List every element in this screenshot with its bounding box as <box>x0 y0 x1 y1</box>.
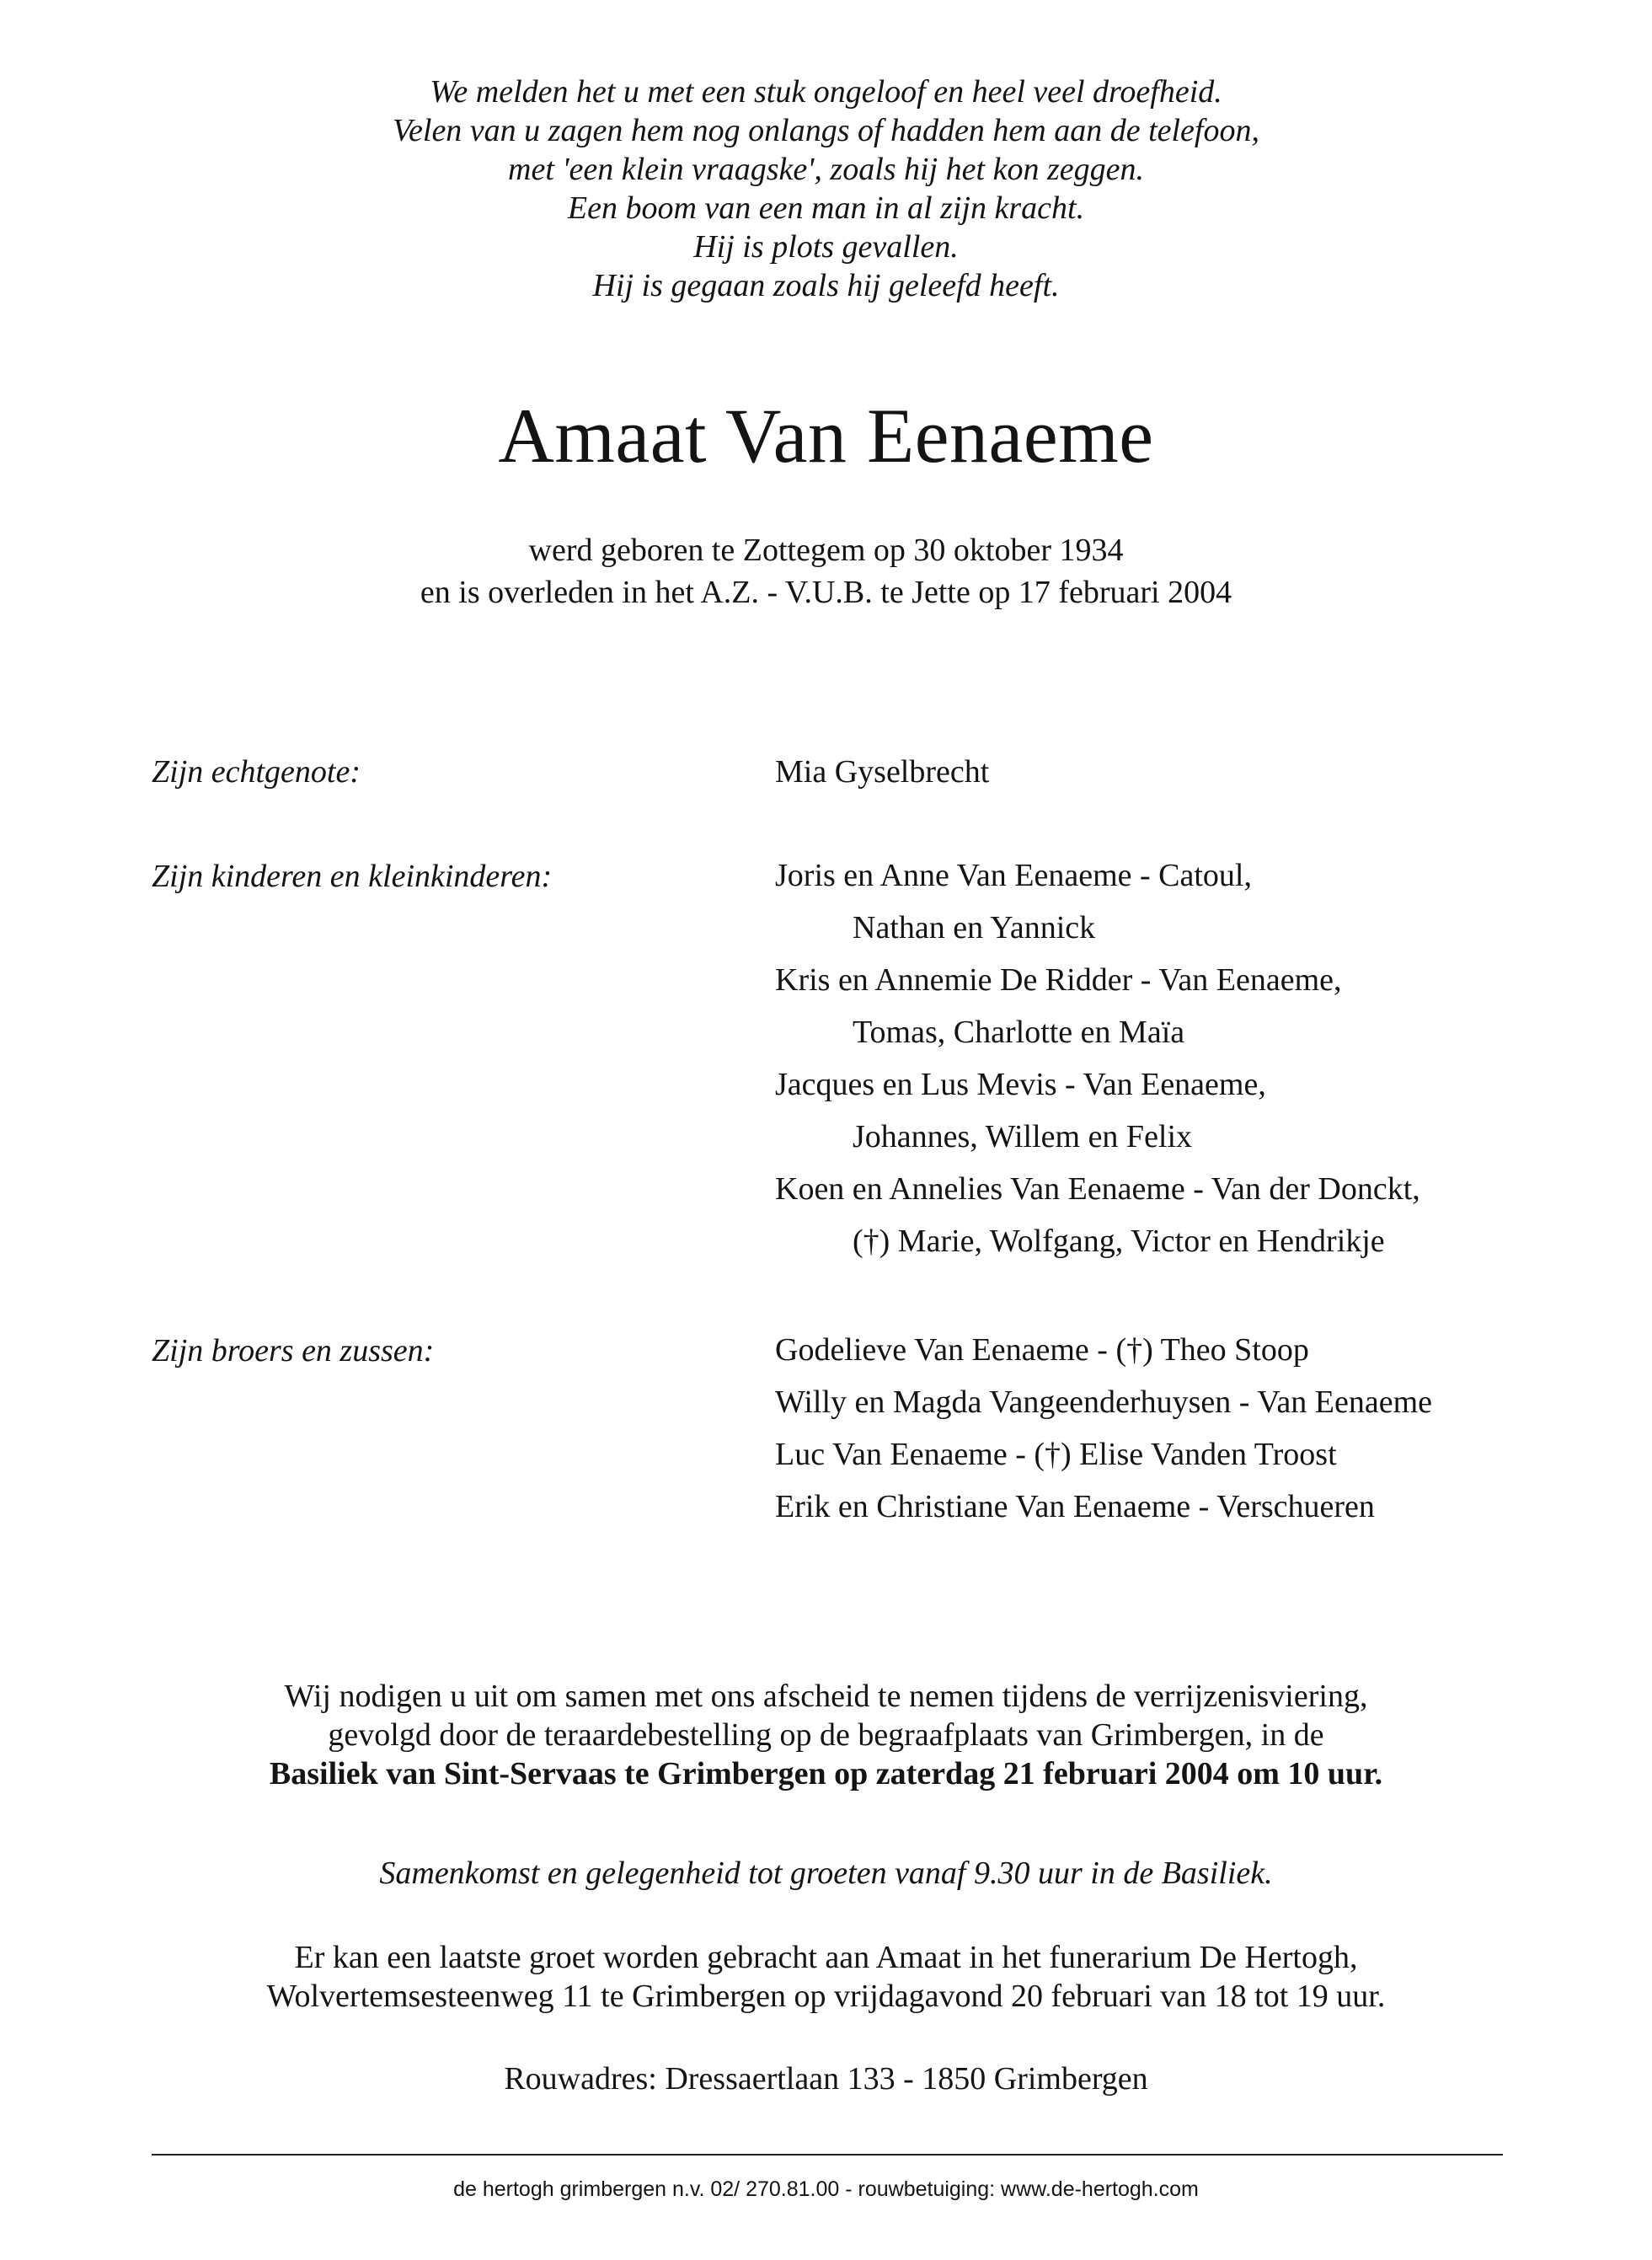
invitation-line: gevolgd door de teraardebestelling op de begraafplaats van Grimbergen, in de <box>328 1717 1324 1753</box>
poem-line: Velen van u zagen hem nog onlangs of hadden hem aan de telefoon, <box>393 113 1259 148</box>
sibling-entry: Godelieve Van Eenaeme - (†) Theo Stoop <box>775 1332 1309 1368</box>
poem-line: Hij is plots gevallen. <box>693 229 959 265</box>
invitation-venue-line: Basiliek van Sint-Servaas te Grimbergen op zaterdag 21 februari 2004 om 10 uur. <box>269 1756 1383 1791</box>
poem-line: Een boom van een man in al zijn kracht. <box>567 190 1085 226</box>
funeral-invitation <box>0 1677 1652 1793</box>
family-grandchildren: Nathan en Yannick <box>853 910 1096 945</box>
birth-death-dates <box>0 529 1652 613</box>
family-parents: Jacques en Lus Mevis - Van Eenaeme, <box>775 1067 1266 1102</box>
sibling-entry: Erik en Christiane Van Eenaeme - Verschueren <box>775 1489 1375 1524</box>
invitation-line: Wij nodigen u uit om samen met ons afscheid te nemen tijdens de verrijzenisviering, <box>284 1679 1368 1714</box>
deceased-name: Amaat Van Eenaeme <box>498 393 1154 479</box>
visitation-info <box>0 1938 1652 2016</box>
gathering-note: Samenkomst en gelegenheid tot groeten vanaf 9.30 uur in de Basiliek. <box>379 1856 1273 1891</box>
visitation-line: Wolvertemsesteenweg 11 te Grimbergen op vrijdagavond 20 februari van 18 tot 19 uur. <box>266 1979 1386 2014</box>
family-parents: Kris en Annemie De Ridder - Van Eenaeme, <box>775 962 1342 998</box>
family-grandchildren: Tomas, Charlotte en Maïa <box>853 1015 1185 1050</box>
spouse-name: Mia Gyselbrecht <box>775 754 990 790</box>
sibling-entry: Luc Van Eenaeme - (†) Elise Vanden Troost <box>775 1437 1337 1472</box>
visitation-line: Er kan een laatste groet worden gebracht aan Amaat in het funerarium De Hertogh, <box>294 1940 1358 1975</box>
poem-line: met 'een klein vraagske', zoals hij het kon zeggen. <box>508 152 1144 187</box>
spouse-list <box>775 746 989 798</box>
children-label: Zijn kinderen en kleinkinderen: <box>152 859 553 894</box>
siblings-label: Zijn broers en zussen: <box>152 1333 435 1368</box>
siblings-list <box>775 1324 1432 1533</box>
children-list <box>775 849 1420 1267</box>
family-grandchildren: (†) Marie, Wolfgang, Victor en Hendrikje <box>853 1224 1385 1259</box>
poem-line: Hij is gegaan zoals hij geleefd heeft. <box>592 268 1060 303</box>
family-grandchildren: Johannes, Willem en Felix <box>853 1119 1193 1154</box>
footer-imprint: de hertogh grimbergen n.v. 02/ 270.81.00 - rouwbetuiging: www.de-hertogh.com <box>453 2177 1199 2201</box>
birth-line: werd geboren te Zottegem op 30 oktober 1934 <box>528 533 1124 568</box>
mourning-address: Rouwadres: Dressaertlaan 133 - 1850 Grimbergen <box>504 2061 1148 2097</box>
footer-divider <box>152 2154 1503 2156</box>
family-parents: Koen en Annelies Van Eenaeme - Van der Donckt, <box>775 1171 1420 1207</box>
family-parents: Joris en Anne Van Eenaeme - Catoul, <box>775 858 1252 893</box>
spouse-label: Zijn echtgenote: <box>152 754 361 790</box>
poem-line: We melden het u met een stuk ongeloof en heel veel droefheid. <box>430 74 1222 110</box>
opening-poem <box>0 72 1652 305</box>
death-line: en is overleden in het A.Z. - V.U.B. te Jette op 17 februari 2004 <box>420 575 1232 610</box>
sibling-entry: Willy en Magda Vangeenderhuysen - Van Eenaeme <box>775 1384 1433 1420</box>
